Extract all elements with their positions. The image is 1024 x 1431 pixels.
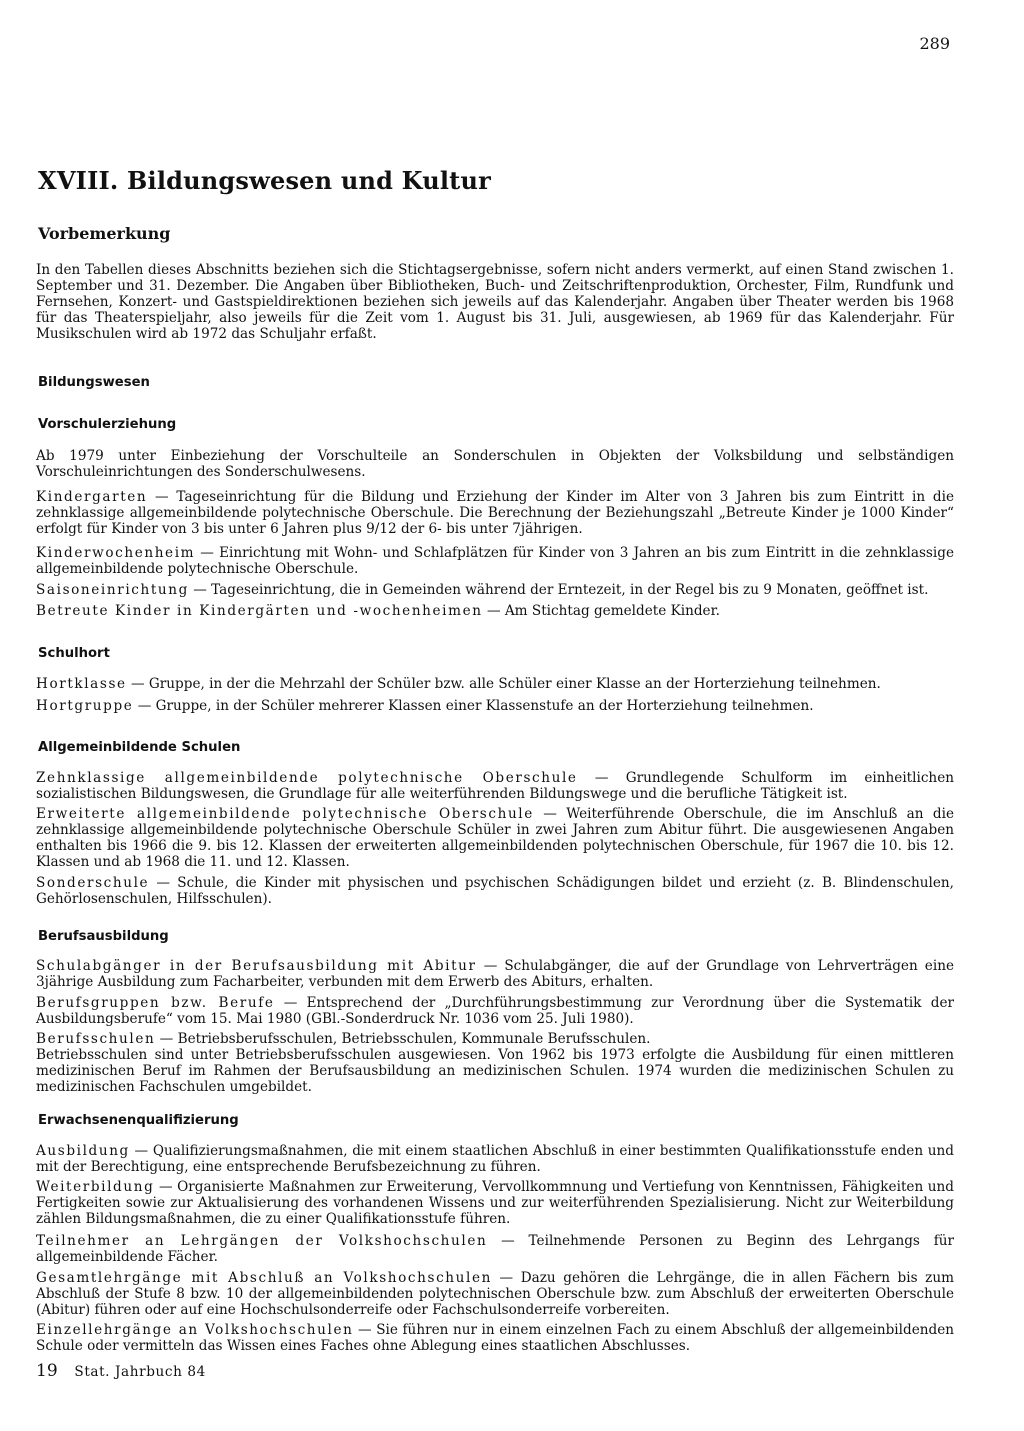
- definition-text: — Betriebsberufsschulen, Betriebsschulen, Kommunale Berufsschulen.: [155, 1031, 651, 1047]
- definition-term: Berufsgruppen bzw. Berufe: [36, 995, 275, 1011]
- beruf-heading: Berufsausbildung: [38, 929, 169, 944]
- definition-text: — Tageseinrichtung für die Bildung und Erziehung der Kinder im Alter von 3 Jahren bis zum Eintritt in die zehnklassige allgemeinbildende polytechnische Oberschule. Die Berechnung der Beziehungszahl „Betreute Kinder je 1000 Kinder“ erfolgt für Kinder von 3 bis unter 6 Jahren plus 9/12 der 6- bis unter 7jährigen.: [36, 489, 954, 537]
- definition-term: Erweiterte allgemeinbildende polytechnische Oberschule: [36, 806, 534, 822]
- definition-term: Gesamtlehrgänge mit Abschluß an Volkshochschulen: [36, 1270, 492, 1286]
- definition-text: — Schulabgänger, die auf der Grundlage von Lehrverträgen eine 3jährige Ausbildung zum Facharbeiter, verbunden mit dem Erwerb des Abiturs, erhalten.: [36, 958, 954, 990]
- schulen-heading: Allgemeinbildende Schulen: [38, 740, 241, 755]
- definition-kinderwochenheim: [36, 545, 954, 577]
- definition-zehnklassige-oberschule: [36, 770, 954, 802]
- chapter-title: XVIII. Bildungswesen und Kultur: [38, 166, 491, 195]
- definition-term: Ausbildung: [36, 1143, 130, 1159]
- definition-berufsschulen: [36, 1031, 954, 1095]
- definition-text: — Organisierte Maßnahmen zur Erweiterung, Vervollkommnung und Vertiefung von Kenntnissen, Fähigkeiten und Fertigkeiten sowie zur Aktualisierung des vorhandenen Wissens und zur weiterführenden Spezialisierung. Nicht zur Weiterbildung zählen Bildungsmaßnahmen, die zu einer Qualifikationsstufe führen.: [36, 1179, 954, 1227]
- schulhort-heading: Schulhort: [38, 646, 110, 661]
- page-footer: [36, 1361, 206, 1381]
- preliminary-paragraph-block: [36, 262, 954, 342]
- sheet-number: 19: [36, 1361, 58, 1381]
- definition-term: Weiterbildung: [36, 1179, 155, 1195]
- definition-term: Kinderwochenheim: [36, 545, 196, 561]
- definition-term: Sonderschule: [36, 875, 150, 891]
- definition-betreute-kinder: [36, 603, 954, 619]
- definition-text: — Gruppe, in der die Mehrzahl der Schüler bzw. alle Schüler einer Klasse an der Horterziehung teilnehmen.: [126, 676, 881, 692]
- definition-text: — Teilnehmende Personen zu Beginn des Lehrgangs für allgemeinbildende Fächer.: [36, 1233, 954, 1265]
- page-number: 289: [919, 34, 950, 53]
- definition-text: — Dazu gehören die Lehrgänge, die in allen Fächern bis zum Abschluß der Stufe 8 bzw. 10 der allgemeinbildenden polytechnischen Oberschule bzw. zum Abschluß der erweiterten Oberschule (Abitur) führen oder auf eine Hochschulsonderreife oder Fachschulsonderreife vorbereiten.: [36, 1270, 954, 1318]
- berufsschulen-extra-text: Betriebsschulen sind unter Betriebsberufsschulen ausgewiesen. Von 1962 bis 1973 erfolgte die Ausbildung für einen mittleren medizinischen Beruf im Rahmen der Berufsausbildung an medizinischen Schulen. 1974 wurden die medizinischen Schulen zu medizinischen Fachschulen umgebildet.: [36, 1047, 954, 1095]
- definition-erweiterte-oberschule: [36, 806, 954, 870]
- definition-term: Zehnklassige allgemeinbildende polytechnische Oberschule: [36, 770, 578, 786]
- definition-term: Saisoneinrichtung: [36, 582, 189, 598]
- definition-text: — Entsprechend der „Durchführungsbestimmung zur Verordnung über die Systematik der Ausbildungsberufe“ vom 15. Mai 1980 (GBl.-Sonderdruck Nr. 1036 vom 25. Juli 1980).: [36, 995, 954, 1027]
- definition-text: — Sie führen nur in einem einzelnen Fach zu einem Abschluß der allgemeinbildenden Schule oder vermitteln das Wissen eines Faches ohne Ablegung eines staatlichen Abschlusses.: [36, 1322, 954, 1354]
- definition-text: — Tageseinrichtung, die in Gemeinden während der Erntezeit, in der Regel bis zu 9 Monaten, geöffnet ist.: [188, 582, 929, 598]
- vorschul-intro-block: [36, 448, 954, 480]
- definition-berufsgruppen: [36, 995, 954, 1027]
- definition-hortklasse: [36, 676, 954, 692]
- definition-term: Betreute Kinder in Kindergärten und -wochenheimen: [36, 603, 483, 619]
- definition-text: — Gruppe, in der Schüler mehrerer Klassen einer Klassenstufe an der Horterziehung teilnehmen.: [133, 698, 814, 714]
- definition-term: Hortgruppe: [36, 698, 134, 714]
- definition-term: Hortklasse: [36, 676, 127, 692]
- bildungswesen-heading: Bildungswesen: [38, 375, 150, 390]
- definition-term: Einzellehrgänge an Volkshochschulen: [36, 1322, 354, 1338]
- definition-saisoneinrichtung: [36, 582, 954, 598]
- definition-text: — Schule, die Kinder mit physischen und psychischen Schädigungen bildet und erzieht (z. B. Blindenschulen, Gehörlosenschulen, Hilfsschulen).: [36, 875, 954, 907]
- definition-gesamtlehrgaenge: [36, 1270, 954, 1318]
- definition-term: Teilnehmer an Lehrgängen der Volkshochschulen: [36, 1233, 488, 1249]
- definition-sonderschule: [36, 875, 954, 907]
- definition-term: Schulabgänger in der Berufsausbildung mit Abitur: [36, 958, 477, 974]
- definition-term: Kindergarten: [36, 489, 148, 505]
- definition-teilnehmer-lehrgaenge: [36, 1233, 954, 1265]
- definition-schulabgaenger: [36, 958, 954, 990]
- definition-hortgruppe: [36, 698, 954, 714]
- definition-text: — Weiterführende Oberschule, die im Anschluß an die zehnklassige allgemeinbildende polytechnische Oberschule Schüler in zwei Jahren zum Abitur führt. Die ausgewiesenen Angaben enthalten bis 1966 die 9. bis 12. Klassen der erweiterten allgemeinbildenden polytechnischen Oberschule, für 1967 die 10. bis 12. Klassen und ab 1968 die 11. und 12. Klassen.: [36, 806, 954, 870]
- definition-text: — Grundlegende Schulform im einheitlichen sozialistischen Bildungswesen, die Grundlage für alle weiterführenden Bildungswege und die berufliche Tätigkeit ist.: [36, 770, 954, 802]
- book-title: Stat. Jahrbuch 84: [74, 1364, 206, 1380]
- definition-kindergarten: [36, 489, 954, 537]
- vorschul-intro: Ab 1979 unter Einbeziehung der Vorschulteile an Sonderschulen in Objekten der Volksbildung und selbständigen Vorschuleinrichtungen des Sonderschulwesens.: [36, 448, 954, 480]
- definition-ausbildung: [36, 1143, 954, 1175]
- definition-einzellehrgaenge: [36, 1322, 954, 1354]
- vorschul-heading: Vorschulerziehung: [38, 417, 177, 432]
- erwachsen-heading: Erwachsenenqualifizierung: [38, 1113, 239, 1128]
- definition-weiterbildung: [36, 1179, 954, 1227]
- preliminary-heading: Vorbemerkung: [38, 224, 171, 243]
- definition-text: — Qualifizierungsmaßnahmen, die mit einem staatlichen Abschluß in einer bestimmten Qualifikationsstufe enden und mit der Berechtigung, eine entsprechende Berufsbezeichnung zu führen.: [36, 1143, 954, 1175]
- definition-term: Berufsschulen: [36, 1031, 156, 1047]
- definition-text: — Am Stichtag gemeldete Kinder.: [482, 603, 720, 619]
- preliminary-text: In den Tabellen dieses Abschnitts beziehen sich die Stichtagsergebnisse, sofern nicht anders vermerkt, auf einen Stand zwischen 1. September und 31. Dezember. Die Angaben über Bibliotheken, Buch- und Zeitschriftenproduktion, Orchester, Film, Rundfunk und Fernsehen, Konzert- und Gastspieldirektionen beziehen sich jeweils auf das Kalenderjahr. Angaben über Theater werden bis 1968 für das Theaterspieljahr, also jeweils für die Zeit vom 1. August bis 31. Juli, ausgewiesen, ab 1969 für das Kalenderjahr. Für Musikschulen wird ab 1972 das Schuljahr erfaßt.: [36, 262, 954, 342]
- definition-text: — Einrichtung mit Wohn- und Schlafplätzen für Kinder von 3 Jahren an bis zum Eintritt in die zehnklassige allgemeinbildende polytechnische Oberschule.: [36, 545, 954, 577]
